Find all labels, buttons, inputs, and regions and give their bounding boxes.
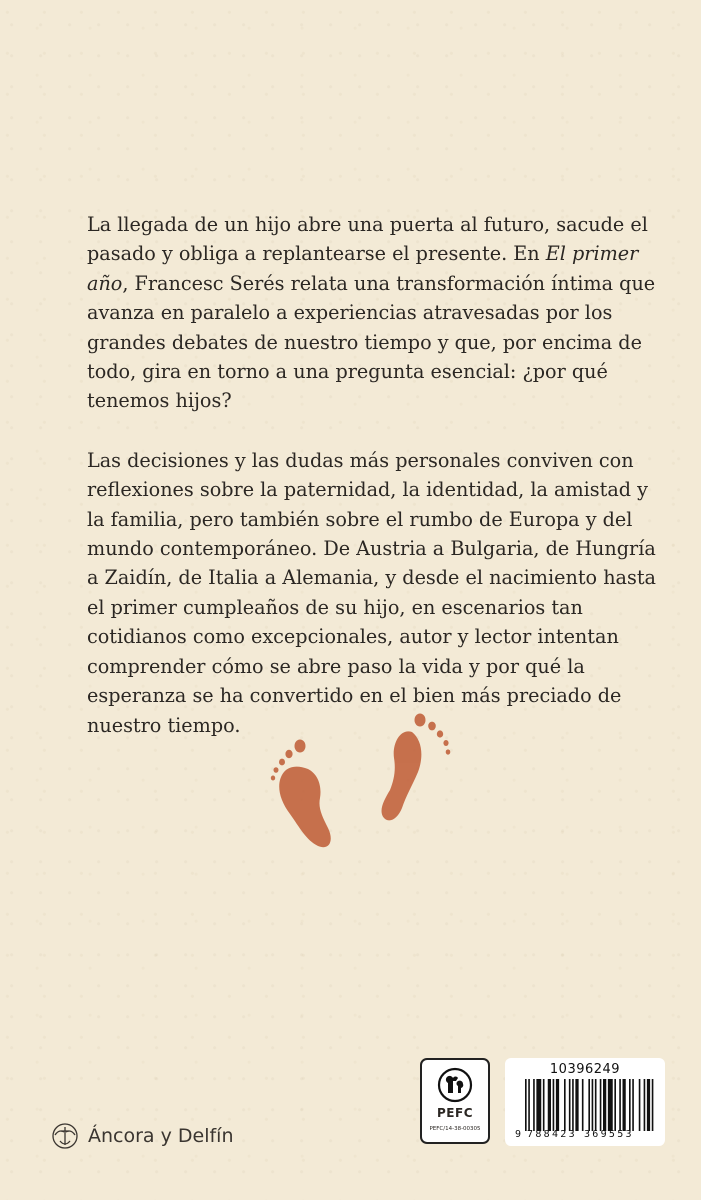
- pefc-label: PEFC: [437, 1106, 473, 1120]
- pefc-certification: [420, 1058, 490, 1144]
- internal-code: 10396249: [549, 1062, 621, 1077]
- pefc-tree-icon: [437, 1067, 473, 1103]
- baby-footprints-icon: [262, 712, 462, 857]
- ancora-logo-icon: [50, 1121, 80, 1151]
- back-cover-blurb: [87, 210, 657, 740]
- book-title: El primer año: [87, 242, 639, 295]
- isbn-barcode: [505, 1058, 665, 1146]
- pefc-code: PEFC/14-38-00305: [429, 1126, 481, 1132]
- blurb-paragraph-1: La llegada de un hijo abre una puerta al futuro, sacude el pasado y obliga a replantearse el presente. En El primer año, Francesc Serés relata una transformación íntima que avanza en paralelo a experiencias atravesadas por los grandes debates de nuestro tiempo y que, por encima de todo, gira en torno a una pregunta esencial: ¿por qué tenemos hijos?: [87, 213, 656, 413]
- publisher-imprint: [50, 1118, 234, 1154]
- barcode-bars: [525, 1079, 655, 1131]
- publisher-name: Áncora y Delfín: [88, 1125, 234, 1147]
- isbn-digits: 9 788423 369553: [515, 1129, 634, 1140]
- blurb-paragraph-2: Las decisiones y las dudas más personales conviven con reflexiones sobre la paternidad, la identidad, la amistad y la familia, pero también sobre el rumbo de Europa y del mundo contemporáneo. De Austria a Bulgaria, de Hungría a Zaidín, de Italia a Alemania, y desde el nacimiento hasta el primer cumpleaños de su hijo, en escenarios tan cotidianos como excepcionales, autor y lector intentan comprender cómo se abre paso la vida y por qué la esperanza se ha convertido en el bien más preciado de nuestro tiempo.: [87, 448, 656, 737]
